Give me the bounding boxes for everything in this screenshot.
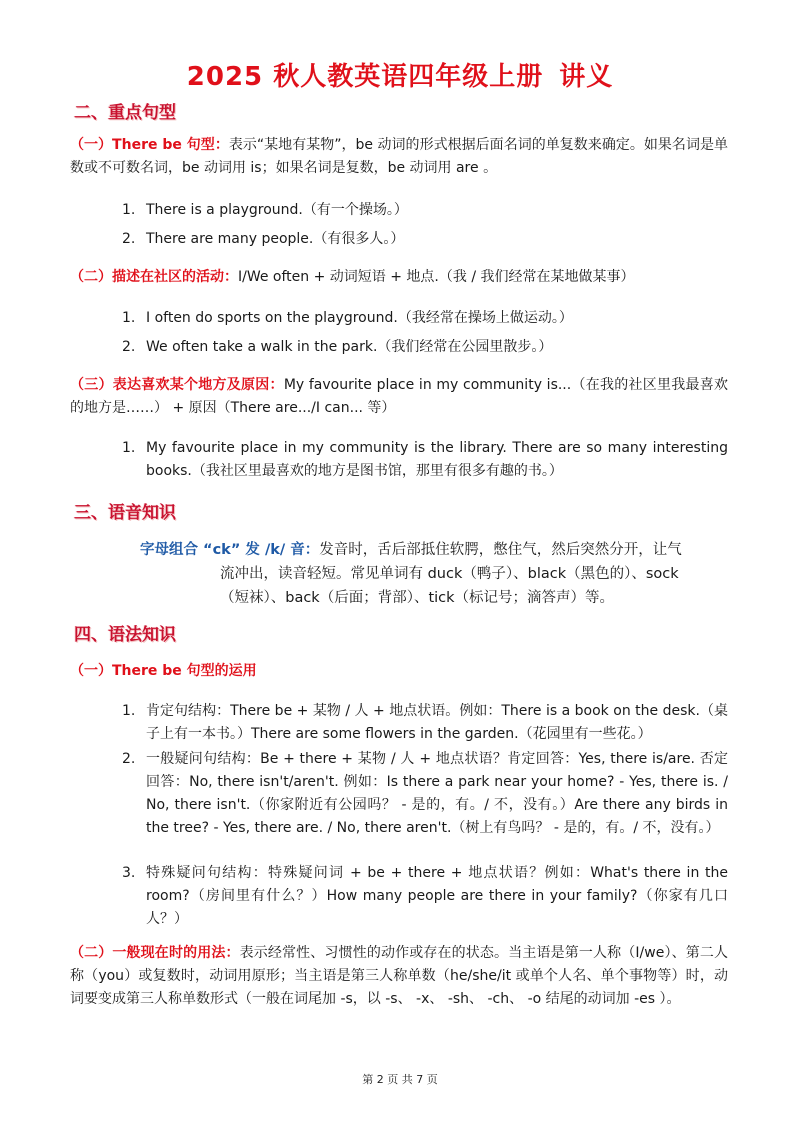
list-item	[122, 336, 728, 359]
list-text: 肯定句结构：There be + 某物 / 人 + 地点状语。例如：There is a book on the desk.（桌子上有一本书。）There are some flowers in the garden.（花园里有一些花。）	[146, 703, 728, 742]
phonics-line-2: 流冲出，读音轻短。常见单词有 duck（鸭子）、black（黑色的）、sock	[220, 566, 679, 582]
paragraph-text: 表示“某地有某物”，be 动词的形式根据后面名词的单复数来确定。如果名词是单数或不可数名词，be 动词用 is；如果名词是复数，be 动词用 are 。	[70, 137, 728, 176]
list-item	[122, 862, 728, 931]
list-number: 1.	[122, 202, 136, 218]
list-text: 特殊疑问句结构：特殊疑问词 + be + there + 地点状语？例如：What's there in the room?（房间里有什么？）How many people are there in your family?（你家有几口人？）	[146, 865, 728, 927]
paragraph-text: My favourite place in my community is...（在我的社区里我最喜欢的地方是……） + 原因（There are.../I can... 等）	[70, 377, 728, 416]
list-item	[122, 307, 728, 330]
list-text: There are many people.（有很多人。）	[146, 231, 405, 247]
page-footer: 第 2 页 共 7 页	[362, 1073, 438, 1086]
paragraph-present-simple	[70, 942, 728, 1011]
paragraph-label: （二）描述在社区的活动：	[70, 269, 238, 285]
title-main: 2025 秋人教英语四年级上册	[186, 62, 544, 92]
phonics-label: 字母组合 “ck” 发 /k/ 音：	[140, 542, 320, 558]
list-item	[122, 199, 728, 222]
phonics-paragraph	[140, 538, 730, 610]
paragraph-label: （一）There be 句型的运用	[70, 663, 257, 679]
list-item	[122, 437, 728, 483]
section-heading-phonics: 三、语音知识	[74, 503, 176, 523]
paragraph-there-be-usage	[70, 660, 728, 683]
list-item	[122, 228, 728, 251]
paragraph-label: （二）一般现在时的用法：	[70, 945, 240, 961]
paragraph-text: I/We often + 动词短语 + 地点.（我 / 我们经常在某地做某事）	[238, 269, 635, 285]
list-text: My favourite place in my community is the library. There are so many interesting books.（我社区里最喜欢的地方是图书馆，那里有很多有趣的书。）	[146, 440, 728, 479]
title-suffix: 讲义	[559, 62, 614, 92]
list-text: 一般疑问句结构：Be + there + 某物 / 人 + 地点状语？肯定回答：Yes, there is/are. 否定回答：No, there isn't/aren't. 例如：Is there a park near your home? - Yes, there is. / No, there isn't.（你家附近有公园吗？ - 是的，有。/ 不，没有。）Are there any birds in the tree? - Yes, there are. / No, there aren't.（树上有鸟吗？ - 是的，有。/ 不，没有。）	[146, 751, 728, 836]
paragraph-text: 表示经常性、习惯性的动作或存在的状态。当主语是第一人称（I/we）、第二人称（you）或复数时，动词用原形；当主语是第三人称单数（he/she/it 或单个人名、单个事物等）时，动词要变成第三人称单数形式（一般在词尾加 -s，以 -s、 -x、 -sh、 -ch、 -o 结尾的动词加 -es ）。	[70, 945, 728, 1007]
list-text: I often do sports on the playground.（我经常在操场上做运动。）	[146, 310, 573, 326]
list-number: 1.	[122, 310, 136, 326]
paragraph-label: （三）表达喜欢某个地方及原因：	[70, 377, 284, 393]
list-number: 1.	[122, 440, 136, 456]
list-item	[122, 748, 728, 840]
list-number: 2.	[122, 231, 136, 247]
list-number: 3.	[122, 865, 136, 881]
paragraph-favourite-place	[70, 374, 728, 420]
list-text: There is a playground.（有一个操场。）	[146, 202, 408, 218]
document-title	[0, 56, 800, 93]
section-heading-grammar	[74, 620, 176, 645]
list-text: We often take a walk in the park.（我们经常在公园里散步。）	[146, 339, 553, 355]
section-heading-key-sentences: 二、重点句型	[74, 103, 176, 123]
section-heading-text: 四、语法知识	[74, 625, 176, 645]
paragraph-community-activity	[70, 266, 728, 289]
list-number: 2.	[122, 339, 136, 355]
list-number: 2.	[122, 751, 136, 767]
paragraph-there-be	[70, 134, 728, 180]
phonics-line-3: （短袜）、back（后面；背部）、tick（标记号；滴答声）等。	[220, 590, 615, 606]
list-item	[122, 700, 728, 746]
phonics-line-1: 发音时，舌后部抵住软腭，憋住气，然后突然分开，让气	[319, 542, 682, 558]
paragraph-label: （一）There be 句型：	[70, 137, 229, 153]
list-number: 1.	[122, 703, 136, 719]
